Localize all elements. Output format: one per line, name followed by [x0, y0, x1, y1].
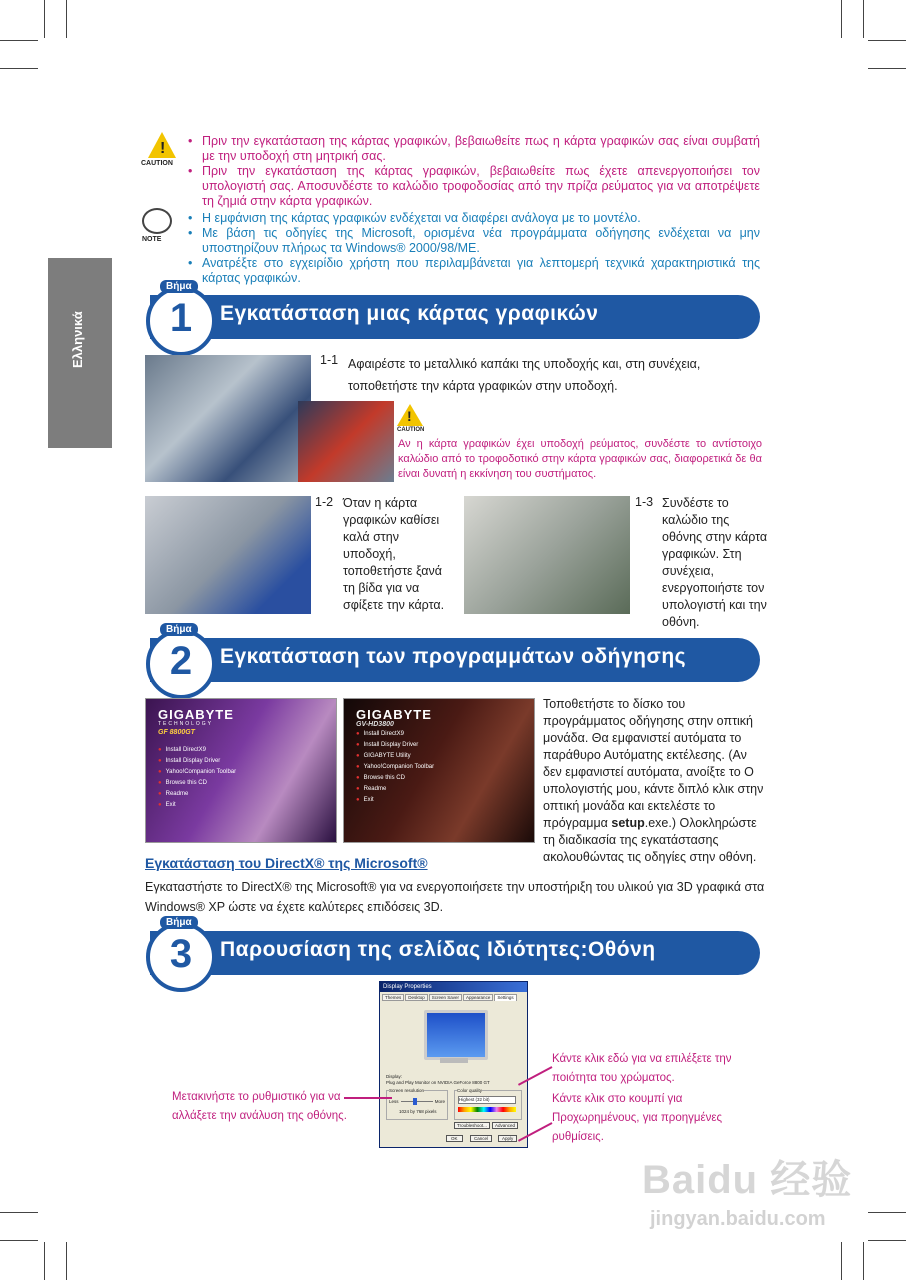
step2-banner	[150, 638, 760, 682]
monitor-stand	[440, 1058, 468, 1063]
note-icon	[142, 208, 176, 248]
brand-logo: GIGABYTE	[356, 707, 432, 722]
card-insert-photo	[145, 355, 311, 482]
resolution-label: Screen resolution	[389, 1088, 425, 1093]
menu-item-readme[interactable]: ● Readme	[356, 784, 434, 795]
step1-3-number: 1-3	[635, 495, 654, 509]
autorun-menu	[158, 745, 236, 811]
directx-heading: Εγκατάσταση του DirectX® της Microsoft®	[145, 855, 428, 871]
brand-logo: GIGABYTE	[158, 707, 234, 722]
caution-label: CAUTION	[397, 427, 425, 433]
note-label: NOTE	[142, 236, 162, 243]
color-quality-group	[454, 1090, 522, 1120]
model-label: GF 8800GT	[158, 729, 195, 736]
menu-item-install-driver[interactable]: ● Install Display Driver	[356, 740, 434, 751]
tab-screen-saver[interactable]: Screen Saver	[429, 994, 462, 1001]
note-list	[188, 211, 760, 286]
step3-badge	[146, 917, 216, 992]
menu-item-install-driver[interactable]: ● Install Display Driver	[158, 756, 236, 767]
caution-item: • Πριν την εγκατάσταση της κάρτας γραφικών, βεβαιωθείτε πως η κάρτα γραφικών σας είναι συμβατή με την υποδοχή στη μητρική σας.	[188, 134, 760, 164]
advanced-button[interactable]: Advanced	[492, 1122, 518, 1129]
color-preview-bar	[458, 1107, 516, 1112]
step2-text-part1: Τοποθετήστε το δίσκο του προγράμματος οδήγησης στην οπτική μονάδα. Θα εμφανιστεί αυτόματα το παράθυρο Αυτόματης εκτέλεσης. (Αν δεν εμφανιστεί αυτόματα, ανοίξτε το Ο υπολογιστής μου, κάντε διπλό κλικ στην οπτική μονάδα και εκτελέστε το πρόγραμμα	[543, 697, 764, 830]
display-label: Display:	[386, 1074, 403, 1079]
resolution-less: Less	[389, 1099, 399, 1104]
step2-title: Εγκατάσταση των προγραμμάτων οδήγησης	[220, 645, 687, 668]
step1-number: 1	[169, 296, 193, 340]
language-side-tab	[48, 258, 112, 448]
language-label: Ελληνικά	[70, 311, 85, 368]
caution-icon: ! CAUTION	[397, 404, 429, 436]
menu-item-exit[interactable]: ● Exit	[158, 800, 236, 811]
step1-title: Εγκατάσταση μιας κάρτας γραφικών	[220, 302, 599, 325]
autorun-screen-gf8800gt	[145, 698, 337, 843]
menu-item-yahoo-toolbar[interactable]: ● Yahoo!Companion Toolbar	[356, 762, 434, 773]
baidu-watermark-logo: Baidu 经验	[642, 1158, 853, 1202]
menu-item-browse-cd[interactable]: ● Browse this CD	[356, 773, 434, 784]
note-item: • Ανατρέξτε στο εγχειρίδιο χρήστη που περιλαμβάνεται για λεπτομερή τεχνικά χαρακτηριστικά της κάρτας γραφικών.	[188, 256, 760, 286]
step3-number: 3	[169, 932, 193, 976]
callout-line-left	[344, 1097, 392, 1099]
color-quality-select[interactable]: Highest (32 bit)	[458, 1096, 516, 1104]
step2-instructions	[543, 696, 765, 866]
apply-button[interactable]: Apply	[498, 1135, 517, 1142]
screw-photo	[145, 496, 311, 614]
power-connector-photo	[298, 401, 394, 482]
step1-badge	[146, 281, 216, 356]
step2-text-part2: .exe.) Ολοκληρώστε τη διαδικασία της εγκατάστασης ακολουθώντας τις οδηγίες στην οθόνη.	[543, 816, 757, 864]
menu-item-yahoo-toolbar[interactable]: ● Yahoo!Companion Toolbar	[158, 767, 236, 778]
step1-1-text: Αφαιρέστε το μεταλλικό καπάκι της υποδοχής και, στη συνέχεια, τοποθετήστε την κάρτα γραφικών στην υποδοχή.	[348, 357, 701, 393]
note-item: • Η εμφάνιση της κάρτας γραφικών ενδέχεται να διαφέρει ανάλογα με το μοντέλο.	[188, 211, 760, 226]
step2-number: 2	[169, 639, 193, 683]
autorun-screen-hd3800	[343, 698, 535, 843]
autorun-menu	[356, 729, 434, 806]
step1-1-number: 1-1	[320, 353, 339, 367]
directx-text: Εγκαταστήστε το DirectX® της Microsoft® για να ενεργοποιήσετε την υποστήριξη του υλικού για 3D γραφικά στα Windows® XP ώστε να έχετε καλύτερες επιδόσεις 3D.	[145, 880, 765, 914]
step1-tag: Βήμα	[160, 280, 198, 293]
step1-2-number: 1-2	[315, 495, 334, 509]
brand-sub: TECHNOLOGY	[158, 721, 214, 727]
menu-item-exit[interactable]: ● Exit	[356, 795, 434, 806]
menu-item-browse-cd[interactable]: ● Browse this CD	[158, 778, 236, 789]
display-properties-dialog	[379, 981, 528, 1148]
callout-color-quality: Κάντε κλικ εδώ για να επιλέξετε την ποιότητα του χρώματος.	[552, 1053, 732, 1084]
caution-icon: ! CAUTION	[141, 132, 185, 182]
tab-appearance[interactable]: Appearance	[463, 994, 493, 1001]
step1-banner	[150, 295, 760, 339]
tab-desktop[interactable]: Desktop	[405, 994, 428, 1001]
caution-list	[188, 134, 760, 209]
caution-item: • Πριν την εγκατάσταση της κάρτας γραφικών, βεβαιωθείτε πως έχετε απενεργοποιήσει τον υπολογιστή σας. Αποσυνδέστε το καλώδιο τροφοδοσίας από την πρίζα ρεύματος για να αποτρέψετε τη ζημιά στην κάρτα γραφικών.	[188, 164, 760, 209]
resolution-slider-thumb[interactable]	[413, 1098, 417, 1105]
resolution-more: More	[434, 1099, 445, 1104]
monitor-cable-photo	[464, 496, 630, 614]
setup-filename: setup	[611, 816, 645, 830]
step3-banner	[150, 931, 760, 975]
power-caution-text: Αν η κάρτα γραφικών έχει υποδοχή ρεύματος, συνδέστε το αντίστοιχο καλώδιο από το τροφοδοτικό στην κάρτα γραφικών σας, διαφορετικά δε θα είναι δυνατή η εκκίνηση του συστήματος.	[398, 438, 762, 480]
menu-item-gigabyte-utility[interactable]: ● GIGABYTE Utility	[356, 751, 434, 762]
tab-themes[interactable]: Themes	[382, 994, 404, 1001]
step2-tag: Βήμα	[160, 623, 198, 636]
menu-item-install-directx[interactable]: ● Install DirectX9	[356, 729, 434, 740]
menu-item-install-directx[interactable]: ● Install DirectX9	[158, 745, 236, 756]
menu-item-readme[interactable]: ● Readme	[158, 789, 236, 800]
step2-badge	[146, 624, 216, 699]
baidu-watermark-url: jingyan.baidu.com	[650, 1208, 826, 1230]
caution-label: CAUTION	[141, 160, 173, 167]
step1-2-text: Όταν η κάρτα γραφικών καθίσει καλά στην υποδοχή, τοποθετήστε ξανά τη βίδα για να σφίξετε την κάρτα.	[343, 496, 445, 612]
callout-advanced: Κάντε κλικ στο κουμπί για Προχωρημένους, για προηγμένες ρυθμίσεις.	[552, 1093, 723, 1143]
tab-settings[interactable]: Settings	[494, 994, 516, 1001]
step1-3-text: Συνδέστε το καλώδιο της οθόνης στην κάρτα γραφικών. Στη συνέχεια, ενεργοποιήστε τον υπολογιστή και την οθόνη.	[662, 496, 768, 629]
cancel-button[interactable]: Cancel	[470, 1135, 492, 1142]
callout-resolution: Μετακινήστε το ρυθμιστικό για να αλλάξετε την ανάλυση της οθόνης.	[172, 1091, 347, 1122]
display-value: Plug and Play Monitor on NVIDIA GeForce 8800 GT	[386, 1080, 490, 1085]
color-quality-label: Color quality	[457, 1088, 483, 1093]
resolution-slider[interactable]	[401, 1101, 433, 1102]
resolution-value: 1024 by 768 pixels	[399, 1109, 437, 1114]
note-item: • Με βάση τις οδηγίες της Microsoft, ορισμένα νέα προγράμματα οδήγησης ενδέχεται να μην υποστηρίζουν πλήρως τα Windows® 2000/98/ME.	[188, 226, 760, 256]
resolution-group	[386, 1090, 448, 1120]
model-label: GV-HD3800	[356, 721, 394, 728]
dialog-title: Display Properties	[380, 982, 527, 992]
monitor-preview	[424, 1010, 488, 1060]
ok-button[interactable]: OK	[446, 1135, 463, 1142]
step3-title: Παρουσίαση της σελίδας Ιδιότητες:Οθόνη	[220, 938, 656, 961]
step3-tag: Βήμα	[160, 916, 198, 929]
troubleshoot-button[interactable]: Troubleshoot...	[454, 1122, 490, 1129]
